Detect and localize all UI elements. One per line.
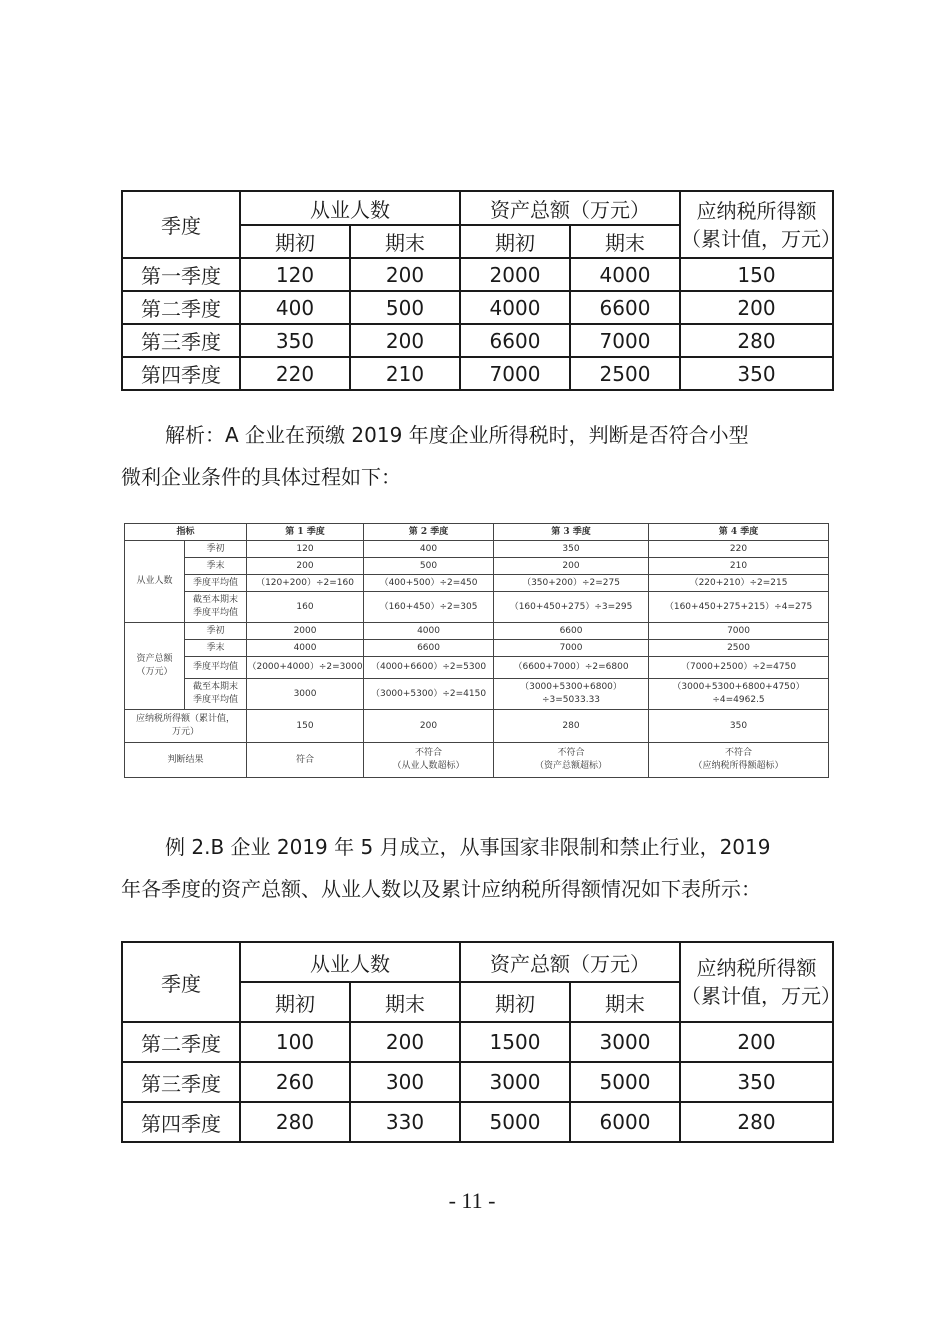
row-label: 季末 [185,640,247,657]
page-number: - 11 - [448,1188,496,1213]
value-cell: （3000+5300+6800）÷3=5033.33 [494,679,649,710]
row-label-line: 截至本期末 [193,595,239,605]
value-cell: 3000 [247,679,364,710]
employees-start-cell: 100 [240,1022,350,1062]
header-employees-end: 期末 [350,225,460,258]
row-label-line: 季度平均值 [193,695,239,705]
quarterly-data-table-a [121,190,841,391]
value-cell: 4000 [247,640,364,657]
table-row [122,324,833,357]
tax-cell: 350 [680,357,833,390]
value-cell: 160 [247,592,364,623]
value-cell: （7000+2500）÷2=4750 [649,657,829,679]
row-label [185,679,247,710]
value-cell: 500 [364,558,494,575]
employees-start-cell: 350 [240,324,350,357]
value-cell: 210 [649,558,829,575]
quarter-cell: 第二季度 [122,1022,240,1062]
table-row [122,1102,833,1142]
paragraph-line: 年各季度的资产总额、从业人数以及累计应纳税所得额情况如下表所示： [121,877,761,901]
value-cell: （220+210）÷2=215 [649,575,829,592]
quarter-cell: 第三季度 [122,324,240,357]
result-line: （资产总额超标） [535,761,608,771]
row-label-line: 季度平均值 [193,608,239,618]
table-row [122,357,833,390]
row-label-tax [125,710,247,743]
group-label-line: （万元） [136,667,173,677]
employees-end-cell: 500 [350,291,460,324]
header-employees-start: 期初 [240,225,350,258]
value-cell: 350 [649,710,829,743]
tax-cell: 350 [680,1062,833,1102]
value-cell: 2000 [247,623,364,640]
header-quarter: 季度 [122,191,240,258]
assets-end-cell: 2500 [570,357,680,390]
employees-end-cell: 210 [350,357,460,390]
result-cell [494,743,649,778]
header-tax-line1: 应纳税所得额 [696,956,817,980]
header-assets-start: 期初 [460,982,570,1022]
header-employees-start: 期初 [240,982,350,1022]
employees-end-cell: 200 [350,1022,460,1062]
assets-end-cell: 6600 [570,291,680,324]
row-label-result: 判断结果 [125,743,247,778]
value-cell: （350+200）÷2=275 [494,575,649,592]
paragraph-line: 例 2.B 企业 2019 年 5 月成立，从事国家非限制和禁止行业，2019 [165,835,771,859]
header-assets-end: 期末 [570,225,680,258]
result-cell [649,743,829,778]
result-line: 不符合 [557,748,585,758]
assets-start-cell: 5000 [460,1102,570,1142]
value-cell: 7000 [494,640,649,657]
header-q2: 第 2 季度 [364,524,494,541]
tax-cell: 150 [680,258,833,291]
row-label: 季末 [185,558,247,575]
value-cell: 200 [364,710,494,743]
assets-start-cell: 2000 [460,258,570,291]
paragraph-line: 微利企业条件的具体过程如下： [121,465,401,489]
value-cell: （3000+5300+6800+4750）÷4=4962.5 [649,679,829,710]
row-label-line: 万元） [172,727,200,737]
row-label [185,592,247,623]
header-assets: 资产总额（万元） [460,191,680,225]
value-cell: （160+450+275）÷3=295 [494,592,649,623]
row-label: 季初 [185,541,247,558]
header-employees: 从业人数 [240,942,460,982]
header-employees: 从业人数 [240,191,460,225]
employees-end-cell: 330 [350,1102,460,1142]
tax-cell: 200 [680,291,833,324]
employees-end-cell: 200 [350,258,460,291]
header-taxable-income [680,191,841,258]
quarter-cell: 第四季度 [122,357,240,390]
header-taxable-income [680,942,841,1022]
assets-start-cell: 4000 [460,291,570,324]
value-cell: （4000+6600）÷2=5300 [364,657,494,679]
row-label: 季初 [185,623,247,640]
employees-start-cell: 220 [240,357,350,390]
assets-start-cell: 6600 [460,324,570,357]
header-q1: 第 1 季度 [247,524,364,541]
value-cell: 400 [364,541,494,558]
header-q3: 第 3 季度 [494,524,649,541]
value-cell: 350 [494,541,649,558]
header-assets-end: 期末 [570,982,680,1022]
employees-start-cell: 280 [240,1102,350,1142]
table-row [122,291,833,324]
value-cell: 200 [494,558,649,575]
quarter-cell: 第三季度 [122,1062,240,1102]
header-assets-start: 期初 [460,225,570,258]
value-cell: （6600+7000）÷2=6800 [494,657,649,679]
paragraph-line: 解析：A 企业在预缴 2019 年度企业所得税时，判断是否符合小型 [165,423,749,447]
value-cell: （160+450+275+215）÷4=275 [649,592,829,623]
employees-start-cell: 260 [240,1062,350,1102]
value-cell: （160+450）÷2=305 [364,592,494,623]
value-cell: 2500 [649,640,829,657]
header-assets: 资产总额（万元） [460,942,680,982]
employees-end-cell: 300 [350,1062,460,1102]
value-cell: （3000+5300）÷2=4150 [364,679,494,710]
value-cell: （400+500）÷2=450 [364,575,494,592]
quarter-cell: 第四季度 [122,1102,240,1142]
tax-cell: 280 [680,324,833,357]
table-row [122,1062,833,1102]
value-cell: （120+200）÷2=160 [247,575,364,592]
assets-end-cell: 5000 [570,1062,680,1102]
value-cell: 6600 [494,623,649,640]
assets-start-cell: 1500 [460,1022,570,1062]
quarter-cell: 第一季度 [122,258,240,291]
analysis-table [124,523,829,778]
value-cell: 280 [494,710,649,743]
header-indicator: 指标 [125,524,247,541]
header-tax-line1: 应纳税所得额 [696,198,817,223]
row-label: 季度平均值 [185,657,247,679]
result-cell: 符合 [247,743,364,778]
table-row [122,258,833,291]
group-label-line: 资产总额 [136,654,173,664]
employees-start-cell: 400 [240,291,350,324]
group-employees: 从业人数 [125,541,185,623]
value-cell: 150 [247,710,364,743]
employees-start-cell: 120 [240,258,350,291]
result-line: （应纳税所得额超标） [693,761,784,771]
analysis-paragraph [121,414,832,498]
quarter-cell: 第二季度 [122,291,240,324]
value-cell: （2000+4000）÷2=3000 [247,657,364,679]
tax-cell: 200 [680,1022,833,1062]
value-cell: 220 [649,541,829,558]
assets-start-cell: 7000 [460,357,570,390]
assets-start-cell: 3000 [460,1062,570,1102]
result-line: 不符合 [725,748,753,758]
table-row [122,1022,833,1062]
group-assets [125,623,185,710]
header-q4: 第 4 季度 [649,524,829,541]
header-tax-line2: （累计值，万元） [681,984,841,1008]
assets-end-cell: 7000 [570,324,680,357]
assets-end-cell: 6000 [570,1102,680,1142]
value-cell: 200 [247,558,364,575]
tax-cell: 280 [680,1102,833,1142]
row-label-line: 截至本期末 [193,682,239,692]
value-cell: 7000 [649,623,829,640]
result-cell [364,743,494,778]
value-cell: 6600 [364,640,494,657]
row-label-line: 应纳税所得额（累计值， [136,714,236,724]
result-line: （从业人数超标） [392,761,465,771]
result-line: 不符合 [415,748,443,758]
value-cell: 120 [247,541,364,558]
assets-end-cell: 3000 [570,1022,680,1062]
employees-end-cell: 200 [350,324,460,357]
header-employees-end: 期末 [350,982,460,1022]
quarterly-data-table-b [121,941,841,1143]
assets-end-cell: 4000 [570,258,680,291]
header-tax-line2: （累计值，万元） [681,226,841,251]
example-paragraph [121,826,832,910]
value-cell: 4000 [364,623,494,640]
row-label: 季度平均值 [185,575,247,592]
header-quarter: 季度 [122,942,240,1022]
